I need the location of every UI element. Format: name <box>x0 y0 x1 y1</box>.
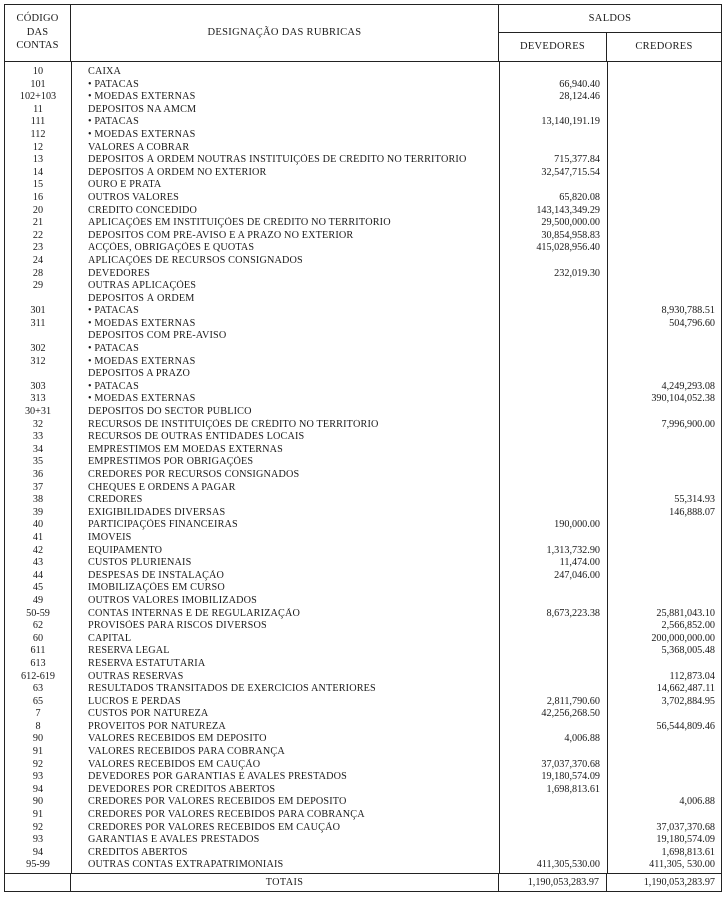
account-code: 49 <box>32 594 44 606</box>
table-row <box>5 444 721 457</box>
debit-balance: 11,474.00 <box>559 557 600 569</box>
account-code: 313 <box>30 393 46 405</box>
account-name: CREDORES POR RECURSOS CONSIGNADOS <box>88 469 300 480</box>
account-code: 10 <box>32 66 44 77</box>
debit-balance: 66,940.40 <box>559 78 600 90</box>
table-row <box>5 482 721 495</box>
account-name: APLICAÇÕES EM INSTITUIÇÕES DE CRÉDITO NO TERRITÓRIO <box>88 217 391 229</box>
account-name: VALORES RECEBIDOS PARA COBRANÇA <box>88 746 285 758</box>
account-name: OUTROS VALORES IMOBILIZADOS <box>88 594 257 606</box>
account-name: DEVEDORES POR GARANTIAS E AVALES PRESTADOS <box>88 771 347 783</box>
debit-balance: 4,006.88 <box>564 733 600 745</box>
table-row <box>5 507 721 520</box>
table-row <box>5 847 721 860</box>
table-row <box>5 318 721 331</box>
account-code: 37 <box>32 481 44 493</box>
table-row <box>5 620 721 633</box>
account-name: CHEQUES E ORDENS A PAGAR <box>88 481 236 493</box>
table-row <box>5 645 721 658</box>
table-row <box>5 796 721 809</box>
account-name: RESERVA LEGAL <box>88 645 170 657</box>
account-name: APLICAÇÕES DE RECURSOS CONSIGNADOS <box>88 254 303 266</box>
table-row <box>5 683 721 696</box>
account-code: 62 <box>32 620 44 632</box>
header-credit: CREDORES <box>635 41 693 52</box>
account-code: 8 <box>35 720 41 732</box>
table-row <box>5 595 721 608</box>
table-row <box>5 557 721 570</box>
account-name: • PATACAS <box>88 380 140 392</box>
debit-balance: 29,500,000.00 <box>541 217 600 229</box>
account-code: 11 <box>33 103 43 115</box>
account-code: 28 <box>32 267 44 279</box>
credit-balance: 7,996,900.00 <box>661 418 715 430</box>
account-name: RESERVA ESTATUTÁRIA <box>88 657 206 669</box>
credit-balance: 25,881,043.10 <box>656 607 715 619</box>
table-header <box>5 5 721 62</box>
header-balances: SALDOS <box>499 5 721 33</box>
account-code: 15 <box>32 179 44 191</box>
account-code: 29 <box>32 280 44 292</box>
account-name: GARANTIAS E AVALES PRESTADOS <box>88 834 260 846</box>
account-code: 91 <box>32 746 44 758</box>
credit-balance: 8,930,788.51 <box>661 305 715 317</box>
account-code: 90 <box>32 733 44 745</box>
account-name: DEPÓSITOS À ORDEM NOUTRAS INSTITUIÇÕES DE CRÉDITO NO TERRITÓRIO <box>88 154 467 166</box>
account-name: VALORES A COBRAR <box>88 141 190 153</box>
table-rows <box>5 66 721 872</box>
table-row <box>5 393 721 406</box>
table-row <box>5 192 721 205</box>
account-name: • MOEDAS EXTERNAS <box>88 317 196 329</box>
credit-balance: 14,662,487.11 <box>656 683 715 695</box>
account-name: ACÇÕES, OBRIGAÇÕES E QUOTAS <box>88 242 255 254</box>
account-code: 43 <box>32 557 44 569</box>
header-code-line: CÓDIGO <box>16 13 59 24</box>
table-row <box>5 293 721 306</box>
debit-balance: 143,143,349.29 <box>536 204 600 216</box>
debit-balance: 32,547,715.54 <box>541 166 600 178</box>
account-code: 45 <box>32 582 44 594</box>
table-row <box>5 268 721 281</box>
account-name: • PATACAS <box>88 305 140 317</box>
table-row <box>5 771 721 784</box>
table-row <box>5 230 721 243</box>
account-code: 14 <box>32 166 44 178</box>
credit-balance: 411,305, 530.00 <box>649 859 715 871</box>
account-name: DESPESAS DE INSTALAÇÃO <box>88 569 225 581</box>
account-code: 91 <box>32 809 44 821</box>
account-code: 93 <box>32 834 44 846</box>
table-row <box>5 469 721 482</box>
account-code: 93 <box>32 771 44 783</box>
account-name: OUTROS VALORES <box>88 191 179 203</box>
table-row <box>5 368 721 381</box>
account-name: DEPÓSITOS A PRAZO <box>88 368 190 380</box>
debit-balance: 2,811,790.60 <box>546 695 600 707</box>
account-name: OUTRAS APLICAÇÕES <box>88 280 197 292</box>
account-code: 613 <box>30 657 46 669</box>
balance-sheet-table <box>4 4 722 892</box>
account-code: 12 <box>32 141 44 153</box>
account-name: DEVEDORES <box>88 267 150 279</box>
credit-balance: 56,544,809.46 <box>656 720 715 732</box>
account-name: CREDORES POR VALORES RECEBIDOS PARA COBRANÇA <box>88 809 365 821</box>
account-name: DEPÓSITOS DO SECTOR PÚBLICO <box>88 406 252 418</box>
account-code: 112 <box>30 128 46 140</box>
table-row <box>5 217 721 230</box>
account-code: 24 <box>32 254 44 266</box>
account-name: CAPITAL <box>88 632 132 644</box>
account-code: 101 <box>30 78 46 90</box>
account-code: 21 <box>32 217 44 229</box>
credit-balance: 19,180,574.09 <box>656 834 715 846</box>
account-code: 312 <box>30 355 46 367</box>
table-row <box>5 154 721 167</box>
table-row <box>5 570 721 583</box>
table-row <box>5 129 721 142</box>
table-row <box>5 834 721 847</box>
totals-row <box>5 873 721 892</box>
account-name: DEVEDORES POR CRÉDITOS ABERTOS <box>88 783 276 795</box>
account-name: PROVISÕES PARA RISCOS DIVERSOS <box>88 620 267 632</box>
account-name: CONTAS INTERNAS E DE REGULARIZAÇÃO <box>88 607 300 619</box>
debit-balance: 232,019.30 <box>554 267 600 279</box>
header-account-code <box>5 5 71 61</box>
credit-balance: 200,000,000.00 <box>651 632 715 644</box>
debit-balance: 415,028,956.40 <box>536 242 600 254</box>
debit-balance: 411,305,530.00 <box>536 859 600 871</box>
header-code-line: DAS <box>26 26 49 38</box>
account-code: 301 <box>30 305 46 317</box>
totals-debit: 1,190,053,283.97 <box>499 874 607 892</box>
account-name: OUTRAS RESERVAS <box>88 670 184 682</box>
account-name: IMOBILIZAÇÕES EM CURSO <box>88 582 225 594</box>
account-code: 22 <box>32 229 44 241</box>
account-code: 92 <box>32 821 44 833</box>
account-name: • PATACAS <box>88 116 140 128</box>
debit-balance: 13,140,191.19 <box>541 116 600 128</box>
credit-balance: 1,698,813.61 <box>661 846 715 858</box>
credit-balance: 4,249,293.08 <box>661 380 715 392</box>
account-name: CRÉDITOS ABERTOS <box>88 846 188 858</box>
account-name: DEPÓSITOS COM PRÉ-AVISO <box>88 330 227 342</box>
table-row <box>5 708 721 721</box>
account-code: 94 <box>32 783 44 795</box>
account-code: 35 <box>32 456 44 468</box>
account-name: LUCROS E PERDAS <box>88 695 181 707</box>
header-debit: DEVEDORES <box>499 33 607 61</box>
table-row <box>5 746 721 759</box>
account-code: 303 <box>30 380 46 392</box>
account-name: OURO E PRATA <box>88 179 162 191</box>
debit-balance: 247,046.00 <box>554 569 600 581</box>
table-row <box>5 91 721 104</box>
table-row <box>5 456 721 469</box>
table-row <box>5 431 721 444</box>
debit-balance: 37,037,370.68 <box>541 758 600 770</box>
account-name: RESULTADOS TRANSITADOS DE EXERCÍCIOS ANTERIORES <box>88 683 376 695</box>
account-code: 111 <box>30 116 46 128</box>
account-code: 60 <box>32 632 44 644</box>
table-row <box>5 494 721 507</box>
table-row <box>5 633 721 646</box>
credit-balance: 37,037,370.68 <box>656 821 715 833</box>
account-name: CREDORES POR VALORES RECEBIDOS EM CAUÇÃO <box>88 821 341 833</box>
account-name: DEPÓSITOS À ORDEM <box>88 292 195 304</box>
account-name: • MOEDAS EXTERNAS <box>88 393 196 405</box>
table-row <box>5 419 721 432</box>
account-code: 20 <box>32 204 44 216</box>
table-row <box>5 305 721 318</box>
account-name: DEPÓSITOS COM PRÉ-AVISO E A PRAZO NO EXTERIOR <box>88 229 354 241</box>
table-row <box>5 142 721 155</box>
totals-label: TOTAIS <box>71 874 499 892</box>
table-row <box>5 255 721 268</box>
account-code: 32 <box>32 418 44 430</box>
table-row <box>5 721 721 734</box>
credit-balance: 504,796.60 <box>669 317 715 329</box>
header-designation: DESIGNAÇÃO DAS RUBRICAS <box>71 5 499 61</box>
account-name: CREDORES <box>88 494 143 506</box>
account-name: • PATACAS <box>88 78 140 90</box>
account-name: VALORES RECEBIDOS EM CAUÇÃO <box>88 758 261 770</box>
account-name: RECURSOS DE INSTITUIÇÕES DE CRÉDITO NO TERRITÓRIO <box>88 418 379 430</box>
account-code: 302 <box>30 343 46 355</box>
credit-balance: 55,314.93 <box>674 494 715 506</box>
credit-balance: 112,873.04 <box>669 670 715 682</box>
credit-balance: 4,006.88 <box>679 796 715 808</box>
account-code: 36 <box>32 469 44 480</box>
account-code: 92 <box>32 758 44 770</box>
credit-balance: 3,702,884.95 <box>661 695 715 707</box>
debit-balance: 19,180,574.09 <box>541 771 600 783</box>
debit-balance: 1,313,732.90 <box>546 544 600 556</box>
table-row <box>5 809 721 822</box>
table-row <box>5 280 721 293</box>
table-row <box>5 822 721 835</box>
table-body <box>5 61 721 873</box>
header-code-line: CONTAS <box>16 40 59 51</box>
table-row <box>5 519 721 532</box>
totals-code-cell <box>5 874 71 892</box>
account-name: DEPÓSITOS À ORDEM NO EXTERIOR <box>88 166 267 178</box>
account-name: CREDORES POR VALORES RECEBIDOS EM DEPÓSITO <box>88 796 347 808</box>
table-row <box>5 179 721 192</box>
totals-credit: 1,190,053,283.97 <box>643 877 715 888</box>
table-row <box>5 66 721 79</box>
table-row <box>5 406 721 419</box>
debit-balance: 8,673,223.38 <box>546 607 600 619</box>
account-code: 612-619 <box>21 670 55 682</box>
credit-balance: 2,566,852.00 <box>661 620 715 632</box>
account-code: 63 <box>32 683 44 695</box>
account-code: 23 <box>32 242 44 254</box>
credit-balance: 390,104,052.38 <box>651 393 715 405</box>
table-row <box>5 658 721 671</box>
table-row <box>5 356 721 369</box>
account-code: 39 <box>32 506 44 518</box>
debit-balance: 1,698,813.61 <box>546 783 600 795</box>
debit-balance: 30,854,958.83 <box>541 229 600 241</box>
table-row <box>5 205 721 218</box>
debit-balance: 190,000.00 <box>554 519 600 531</box>
account-code: 33 <box>32 431 44 443</box>
account-code: 16 <box>32 191 44 203</box>
account-code: 311 <box>30 317 46 329</box>
account-name: EQUIPAMENTO <box>88 544 163 556</box>
table-row <box>5 79 721 92</box>
credit-balance: 146,888.07 <box>669 506 715 518</box>
account-code: 40 <box>32 519 44 531</box>
table-row <box>5 784 721 797</box>
account-name: • PATACAS <box>88 343 140 355</box>
account-code: 94 <box>32 846 44 858</box>
table-row <box>5 671 721 684</box>
table-row <box>5 733 721 746</box>
table-row <box>5 859 721 872</box>
table-row <box>5 532 721 545</box>
table-row <box>5 608 721 621</box>
account-code: 13 <box>32 154 44 166</box>
table-row <box>5 582 721 595</box>
account-code: 50-59 <box>26 607 50 619</box>
account-name: VALORES RECEBIDOS EM DEPÓSITO <box>88 733 267 745</box>
debit-balance: 28,124.46 <box>559 91 600 103</box>
account-name: OUTRAS CONTAS EXTRAPATRIMONIAIS <box>88 859 284 871</box>
account-code: 34 <box>32 443 44 455</box>
account-name: • MOEDAS EXTERNAS <box>88 355 196 367</box>
debit-balance: 715,377.84 <box>554 154 600 166</box>
table-row <box>5 343 721 356</box>
account-name: CAIXA <box>88 66 122 77</box>
account-code: 102+103 <box>19 91 57 103</box>
account-code: 42 <box>32 544 44 556</box>
debit-balance: 42,256,268.50 <box>541 708 600 720</box>
account-code: 30+31 <box>24 406 52 418</box>
account-name: CRÉDITO CONCEDIDO <box>88 204 198 216</box>
table-row <box>5 381 721 394</box>
debit-balance: 65,820.08 <box>559 191 600 203</box>
account-name: CUSTOS PLURIENAIS <box>88 557 192 569</box>
account-code: 41 <box>32 531 44 543</box>
table-row <box>5 696 721 709</box>
account-code: 90 <box>32 796 44 808</box>
account-name: EMPRÉSTIMOS EM MOEDAS EXTERNAS <box>88 443 283 455</box>
account-code: 95-99 <box>26 859 50 871</box>
account-name: PARTICIPAÇÕES FINANCEIRAS <box>88 519 238 531</box>
account-name: CUSTOS POR NATUREZA <box>88 708 209 720</box>
account-name: • MOEDAS EXTERNAS <box>88 128 196 140</box>
table-row <box>5 242 721 255</box>
account-name: EXIGIBILIDADES DIVERSAS <box>88 506 226 518</box>
table-row <box>5 116 721 129</box>
account-name: EMPRÉSTIMOS POR OBRIGAÇÕES <box>88 456 254 468</box>
account-name: IMÓVEIS <box>88 531 132 543</box>
account-name: • MOEDAS EXTERNAS <box>88 91 196 103</box>
account-name: RECURSOS DE OUTRAS ENTIDADES LOCAIS <box>88 431 305 443</box>
account-code: 611 <box>30 645 46 657</box>
account-name: PROVEITOS POR NATUREZA <box>88 720 226 732</box>
table-row <box>5 759 721 772</box>
account-code: 65 <box>32 695 44 707</box>
credit-balance: 5,368,005.48 <box>661 645 715 657</box>
table-row <box>5 545 721 558</box>
table-row <box>5 104 721 117</box>
account-code: 7 <box>35 708 41 720</box>
table-row <box>5 167 721 180</box>
account-code: 38 <box>32 494 44 506</box>
account-name: DEPÓSITOS NA AMCM <box>88 103 197 115</box>
table-row <box>5 330 721 343</box>
account-code: 44 <box>32 569 44 581</box>
